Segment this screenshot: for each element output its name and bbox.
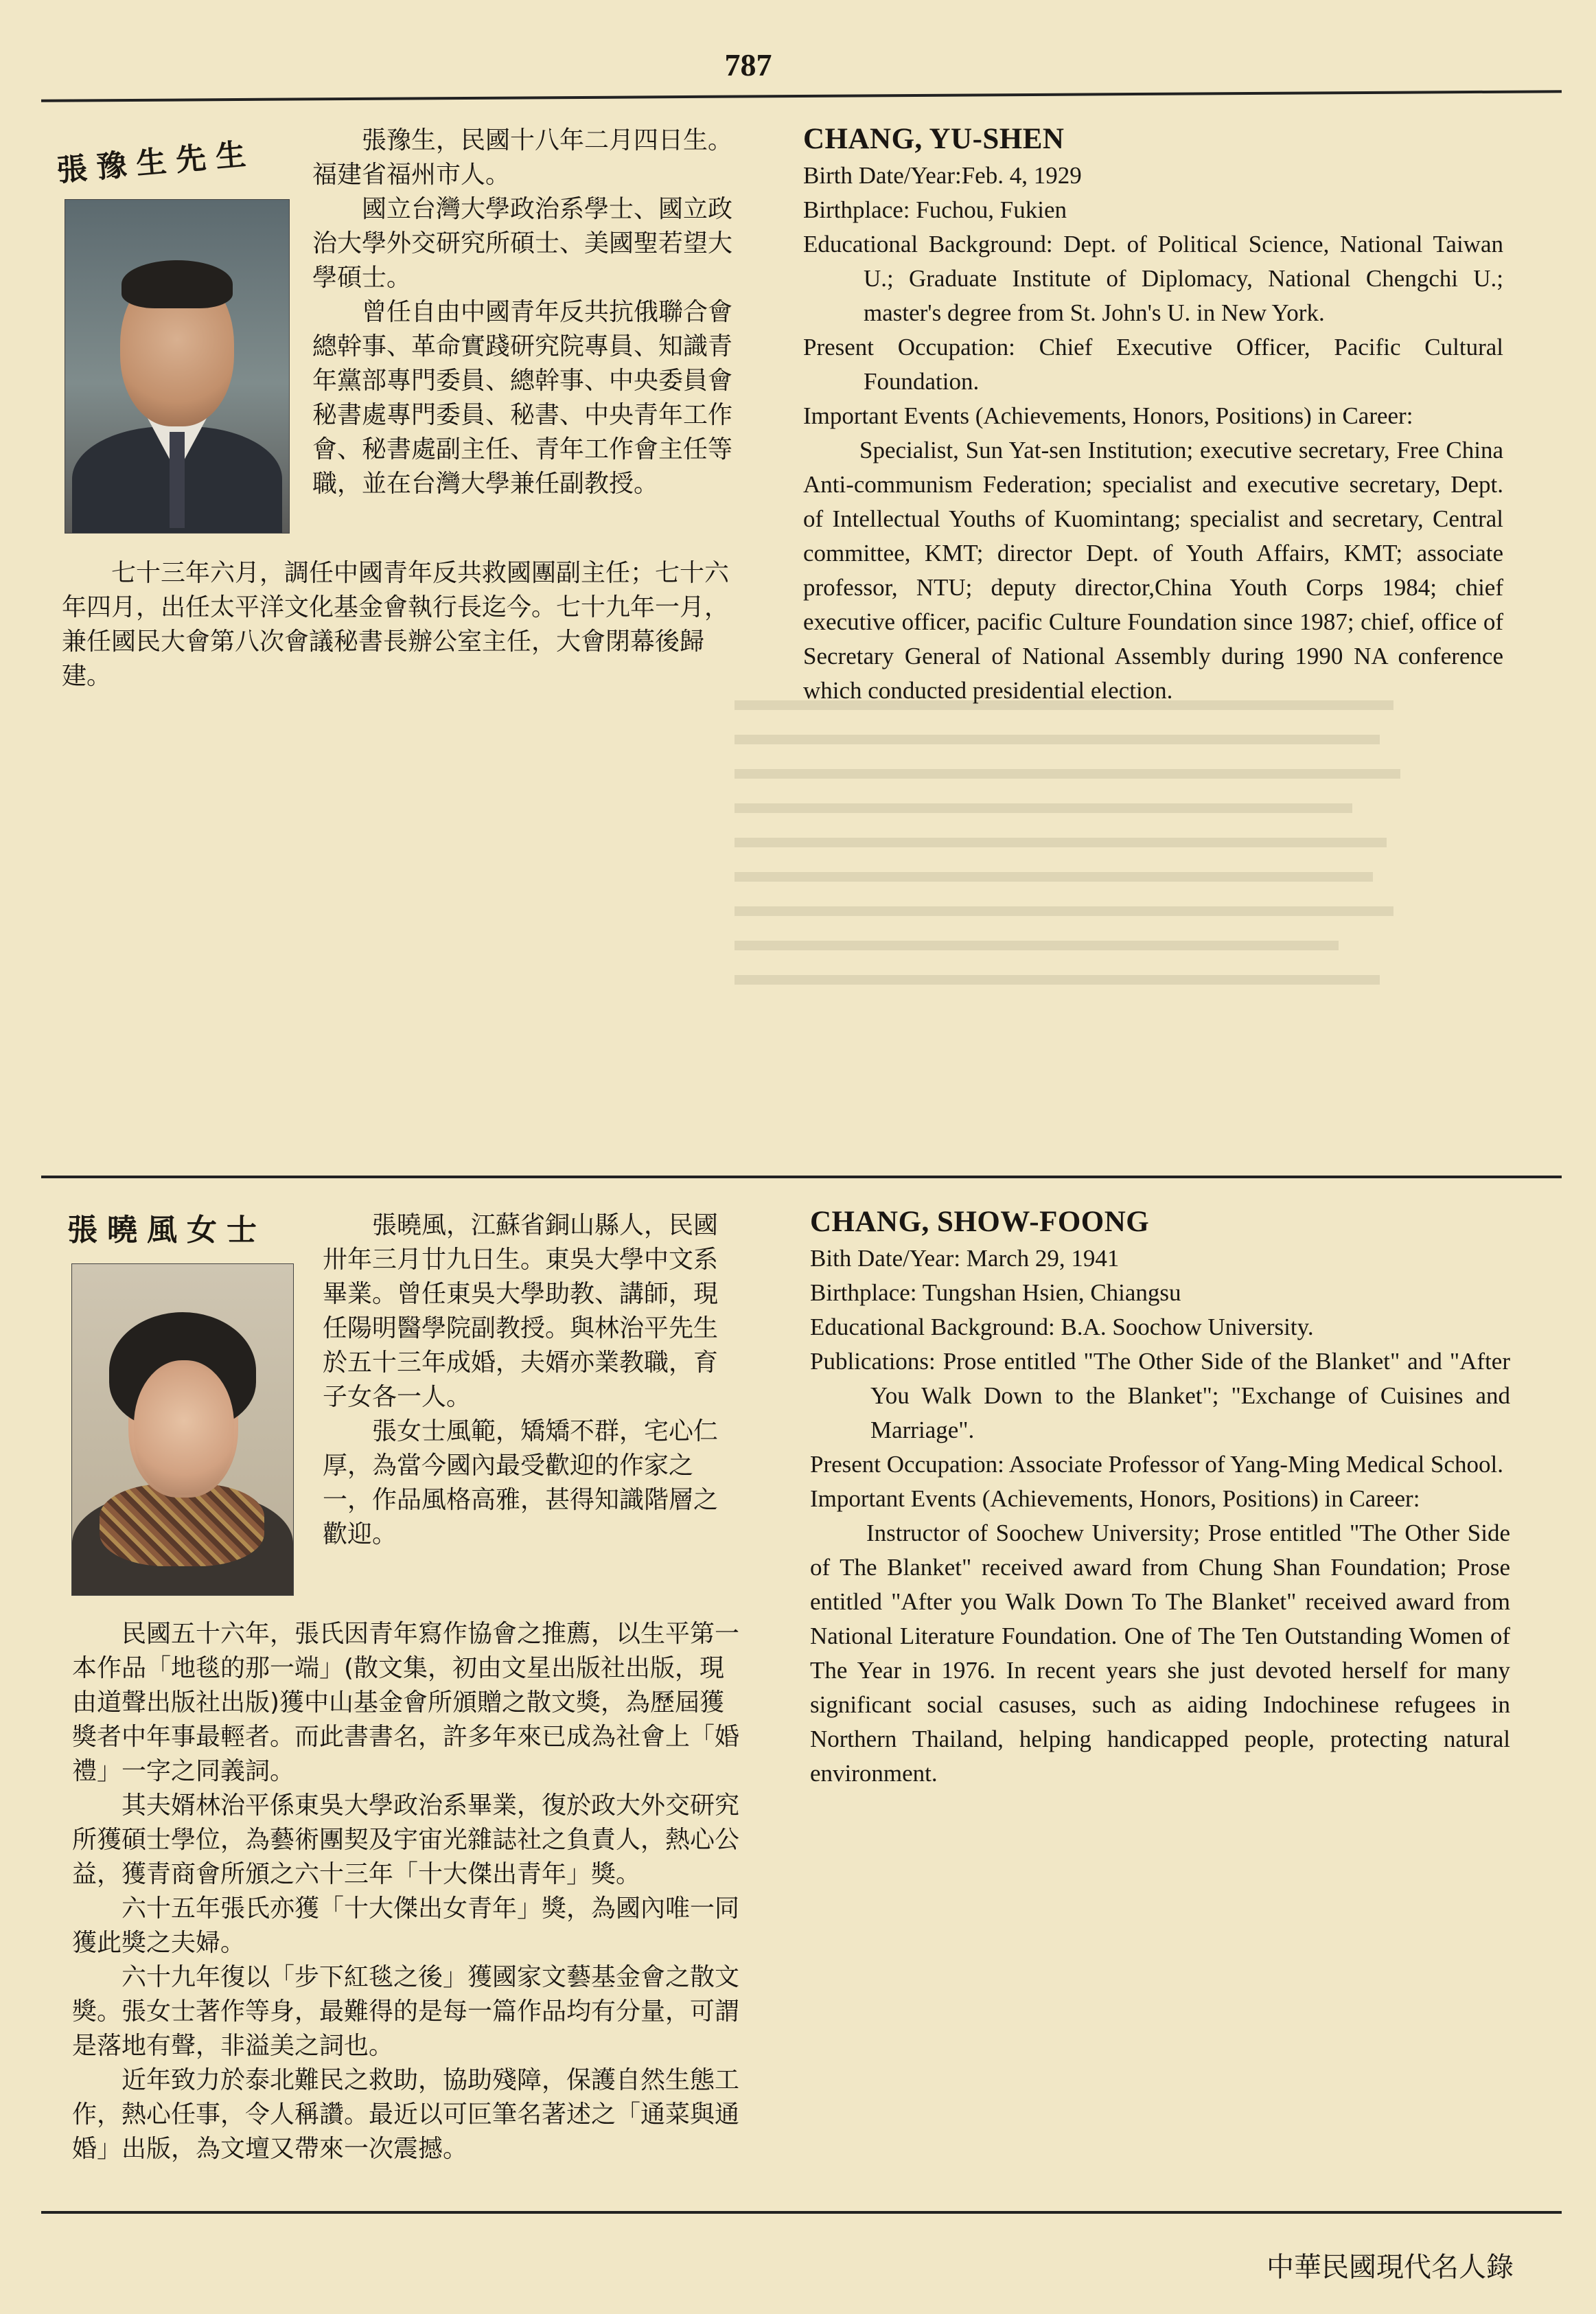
birth-date: Birth Date/Year:Feb. 4, 1929	[803, 162, 1082, 189]
career-summary: Instructor of Soochew University; Prose entitled "The Other Side of The Blanket" received award from Chung Shan Foundation; Prose entitled "After you Walk Down To The Blanket" received award from National Literature Foundation. One of The Ten Outstanding Women of The Year in 1976. In recent years she just devoted herself for many significant social casuses, such as aiding Indochinese refugees in Northern Thailand, helping handicapped people, protecting natural environment.	[810, 1520, 1510, 1787]
career-summary: Specialist, Sun Yat-sen Institution; executive secretary, Free China Anti-communism Federation; specialist and executive secretary, Dept. of Intellectual Youths of Kuomintang; specialist and secretary, Central committee, KMT; director Dept. of Youth Affairs, KMT; associate professor, NTU; deputy director,China Youth Corps 1984; chief executive officer, pacific Culture Foundation since 1987; chief, office of Secretary General of National Assembly during 1990 NA conference which conducted presidential election.	[803, 437, 1503, 704]
portrait-photo	[65, 199, 290, 534]
occupation: Present Occupation: Chief Executive Officer, Pacific Cultural Foundation.	[803, 334, 1503, 395]
education: Educational Background: Dept. of Political Science, National Taiwan U.; Graduate Institute of Diplomacy, National Chengchi U.; master's degree from St. John's U. in New York.	[803, 231, 1503, 326]
chinese-paragraph: 其夫婿林治平係東吳大學政治系畢業，復於政大外交研究所獲碩士學位，為藝術團契及宇宙光雜誌社之負責人，熱心公益，獲青商會所頒之六十三年「十大傑出青年」獎。	[72, 1791, 740, 1888]
chinese-name: 張曉風女士	[67, 1213, 266, 1248]
birthplace: Birthplace: Tungshan Hsien, Chiangsu	[810, 1279, 1181, 1306]
chinese-paragraph: 六十九年復以「步下紅毯之後」獲國家文藝基金會之散文獎。張女士著作等身，最難得的是每一篇作品均有分量，可謂是落地有聲，非溢美之詞也。	[72, 1963, 740, 2060]
bleed-through-lines	[735, 687, 1421, 1030]
book-title-footer: 中華民國現代名人錄	[1267, 2252, 1514, 2283]
portrait-face-front	[134, 1360, 234, 1495]
chinese-biography	[323, 1208, 735, 1552]
chinese-paragraph: 張曉風，江蘇省銅山縣人，民國卅年三月廿九日生。東吳大學中文系畢業。曾任東吳大學助教、講師，現任陽明醫學院副教授。與林治平先生於五十三年成婚，夫婿亦業教職，育子女各一人。	[323, 1211, 719, 1411]
chinese-paragraph: 七十三年六月，調任中國青年反共救國團副主任；七十六年四月，出任太平洋文化基金會執行長迄今。七十九年一月，兼任國民大會第八次會議秘書長辦公室主任，大會閉幕後歸建。	[62, 559, 730, 690]
top-rule	[41, 90, 1562, 102]
english-biography	[810, 1203, 1510, 1791]
chinese-paragraph: 國立台灣大學政治系學士、國立政治大學外交研究所碩士、美國聖若望大學碩士。	[312, 195, 733, 292]
chinese-paragraph: 曾任自由中國青年反共抗俄聯合會總幹事、革命實踐研究院專員、知識青年黨部專門委員、總幹事、中央委員會秘書處專門委員、秘書、中央青年工作會、秘書處副主任、青年工作會主任等職，並在台灣大學兼任副教授。	[312, 298, 733, 498]
page-number: 787	[724, 47, 772, 82]
chinese-paragraph: 近年致力於泰北難民之救助，協助殘障，保護自然生態工作，熱心任事，令人稱讚。最近以可叵筆名著述之「通菜與通婚」出版，為文壇又帶來一次震撼。	[72, 2066, 740, 2163]
publications: Publications: Prose entitled "The Other Side of the Blanket" and "After You Walk Down to the Blanket"; "Exchange of Cuisines and Marriage".	[810, 1348, 1510, 1443]
chinese-biography	[312, 124, 738, 501]
chinese-paragraph: 六十五年張氏亦獲「十大傑出女青年」獎，為國內唯一同獲此獎之夫婦。	[72, 1894, 740, 1957]
english-name: CHANG, YU-SHEN	[803, 123, 1065, 155]
middle-rule	[41, 1176, 1562, 1178]
events-heading: Important Events (Achievements, Honors, Positions) in Career:	[810, 1485, 1420, 1512]
chinese-biography-continued	[72, 1617, 745, 2166]
chinese-paragraph: 民國五十六年，張氏因青年寫作協會之推薦，以生平第一本作品「地毯的那一端」(散文集，初由文星出版社出版，現由道聲出版社出版)獲中山基金會所頒贈之散文獎，為歷屆獲獎者中年事最輕者。而此書書名，許多年來已成為社會上「婚禮」一字之同義詞。	[72, 1620, 740, 1785]
events-heading: Important Events (Achievements, Honors, Positions) in Career:	[803, 402, 1413, 429]
portrait-hair	[122, 260, 233, 308]
bleed-through-texture	[735, 687, 1421, 1030]
birthplace: Birthplace: Fuchou, Fukien	[803, 196, 1067, 223]
chinese-biography-continued	[62, 556, 738, 694]
chinese-name: 張豫生先生	[55, 136, 257, 189]
bottom-rule	[41, 2211, 1562, 2214]
chinese-paragraph: 張豫生，民國十八年二月四日生。福建省福州市人。	[312, 126, 733, 189]
english-name: CHANG, SHOW-FOONG	[810, 1206, 1150, 1238]
chinese-paragraph: 張女士風範，矯矯不群，宅心仁厚，為當今國內最受歡迎的作家之一，作品風格高雅，甚得知識階層之歡迎。	[323, 1417, 719, 1548]
birth-date: Bith Date/Year: March 29, 1941	[810, 1245, 1120, 1272]
portrait-photo	[71, 1263, 294, 1596]
portrait-tie	[170, 432, 185, 528]
education: Educational Background: B.A. Soochow University.	[810, 1314, 1314, 1340]
occupation: Present Occupation: Associate Professor of Yang-Ming Medical School.	[810, 1451, 1503, 1478]
english-biography	[803, 120, 1503, 708]
